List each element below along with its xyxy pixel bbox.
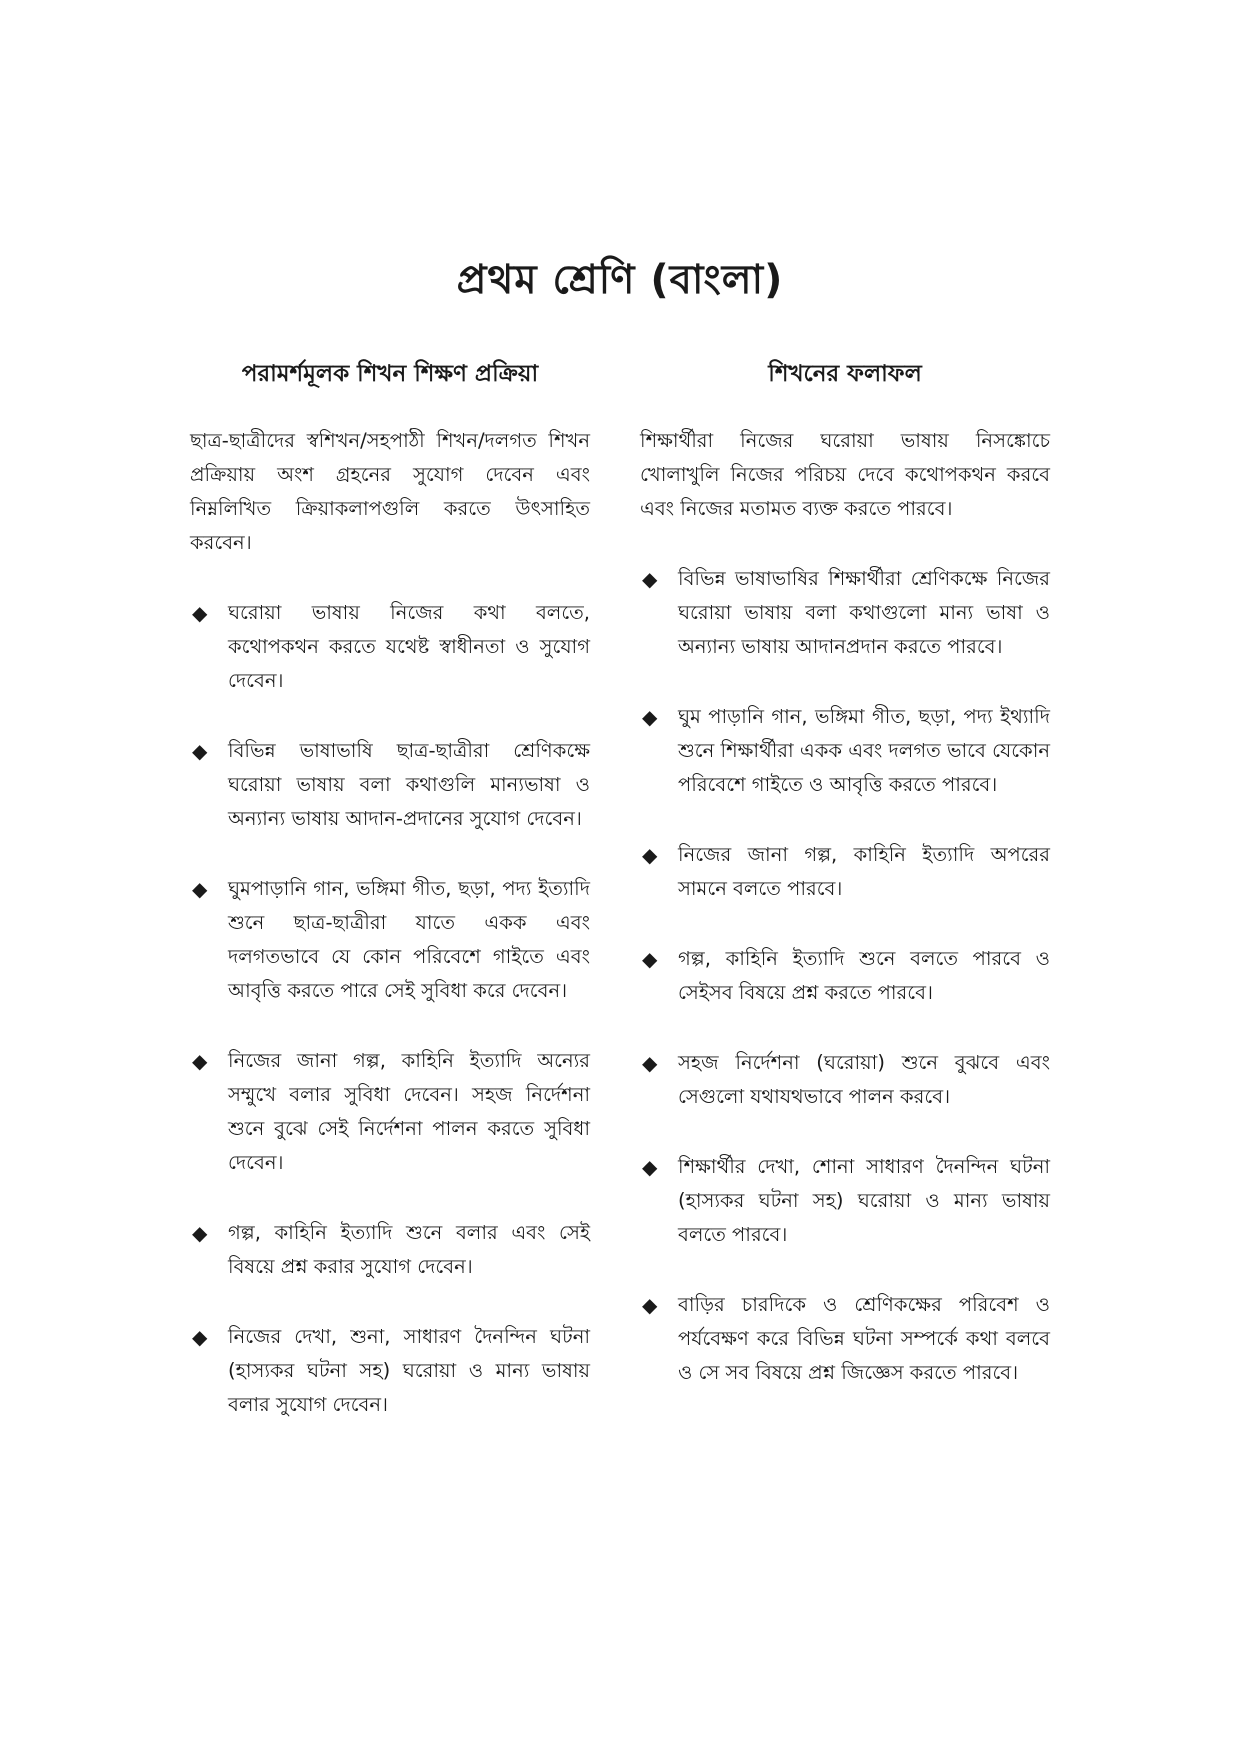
- diamond-icon: ◆: [192, 877, 208, 901]
- diamond-icon: ◆: [642, 705, 658, 729]
- right-column-intro: শিক্ষার্থীরা নিজের ঘরোয়া ভাষায় নিসঙ্কোচে খোলাখুলি নিজের পরিচয় দেবে কথোপকথন করবে এবং নিজের মতামত ব্যক্ত করতে পারবে।: [640, 429, 1050, 520]
- list-item-text: সহজ নির্দেশনা (ঘরোয়া) শুনে বুঝবে এবং সেগুলো যথাযথভাবে পালন করবে।: [678, 1051, 1050, 1108]
- list-item: [640, 562, 1050, 664]
- left-column-intro: ছাত্র-ছাত্রীদের স্বশিখন/সহপাঠী শিখন/দলগত শিখন প্রক্রিয়ায় অংশ গ্রহনের সুযোগ দেবেন এবং নিম্নলিখিত ক্রিয়াকলাপগুলি করতে উৎসাহিত করবেন।: [190, 429, 590, 554]
- list-item: [190, 1044, 590, 1180]
- list-item-text: ঘুমপাড়ানি গান, ভঙ্গিমা গীত, ছড়া, পদ্য ইত্যাদি শুনে ছাত্র-ছাত্রীরা যাতে একক এবং দলগতভাবে যে কোন পরিবেশে গাইতে এবং আবৃত্তি করতে পারে সেই সুবিধা করে দেবেন।: [228, 877, 590, 1002]
- list-item-text: ঘরোয়া ভাষায় নিজের কথা বলতে, কথোপকথন করতে যথেষ্ট স্বাধীনতা ও সুযোগ দেবেন।: [228, 601, 590, 692]
- list-item: [640, 1150, 1050, 1252]
- diamond-icon: ◆: [192, 1221, 208, 1245]
- list-item-text: বিভিন্ন ভাষাভাষি ছাত্র-ছাত্রীরা শ্রেণিকক্ষে ঘরোয়া ভাষায় বলা কথাগুলি মান্যভাষা ও অন্যান্য ভাষায় আদান-প্রদানের সুযোগ দেবেন।: [228, 739, 590, 830]
- right-column-heading: শিখনের ফলাফল: [768, 361, 922, 387]
- list-item: [190, 872, 590, 1008]
- list-item: [640, 1288, 1050, 1390]
- list-item: [190, 1320, 590, 1422]
- list-item-text: বিভিন্ন ভাষাভাষির শিক্ষার্থীরা শ্রেণিকক্ষে নিজের ঘরোয়া ভাষায় বলা কথাগুলো মান্য ভাষা ও অন্যান্য ভাষায় আদানপ্রদান করতে পারবে।: [678, 567, 1050, 658]
- diamond-icon: ◆: [192, 1049, 208, 1073]
- list-item-text: গল্প, কাহিনি ইত্যাদি শুনে বলতে পারবে ও সেইসব বিষয়ে প্রশ্ন করতে পারবে।: [678, 947, 1050, 1004]
- list-item: [640, 942, 1050, 1010]
- list-item: [640, 1046, 1050, 1114]
- list-item-text: নিজের জানা গল্প, কাহিনি ইত্যাদি অপরের সামনে বলতে পারবে।: [678, 843, 1050, 900]
- list-item: [190, 734, 590, 836]
- left-column: [190, 356, 590, 1458]
- list-item-text: গল্প, কাহিনি ইত্যাদি শুনে বলার এবং সেই বিষয়ে প্রশ্ন করার সুযোগ দেবেন।: [228, 1221, 590, 1278]
- right-bullet-list: [640, 562, 1050, 1390]
- list-item-text: শিক্ষার্থীর দেখা, শোনা সাধারণ দৈনন্দিন ঘটনা (হাস্যকর ঘটনা সহ) ঘরোয়া ও মান্য ভাষায় বলতে পারবে।: [678, 1155, 1050, 1246]
- page-title: প্রথম শ্রেণি (বাংলা): [456, 257, 784, 303]
- list-item-text: বাড়ির চারদিকে ও শ্রেণিকক্ষের পরিবেশ ও পর্যবেক্ষণ করে বিভিন্ন ঘটনা সম্পর্কে কথা বলবে ও সে সব বিষয়ে প্রশ্ন জিজ্ঞেস করতে পারবে।: [678, 1293, 1050, 1384]
- diamond-icon: ◆: [642, 1293, 658, 1317]
- list-item-text: ঘুম পাড়ানি গান, ভঙ্গিমা গীত, ছড়া, পদ্য ইথ্যাদি শুনে শিক্ষার্থীরা একক এবং দলগত ভাবে যেকোন পরিবেশে গাইতে ও আবৃত্তি করতে পারবে।: [678, 705, 1050, 796]
- diamond-icon: ◆: [192, 601, 208, 625]
- diamond-icon: ◆: [642, 843, 658, 867]
- left-column-heading: পরামর্শমূলক শিখন শিক্ষণ প্রক্রিয়া: [241, 361, 539, 387]
- diamond-icon: ◆: [642, 947, 658, 971]
- list-item: [190, 596, 590, 698]
- diamond-icon: ◆: [642, 1051, 658, 1075]
- diamond-icon: ◆: [192, 739, 208, 763]
- diamond-icon: ◆: [642, 567, 658, 591]
- left-bullet-list: [190, 596, 590, 1422]
- list-item: [640, 838, 1050, 906]
- right-column: [640, 356, 1050, 1426]
- list-item-text: নিজের দেখা, শুনা, সাধারণ দৈনন্দিন ঘটনা (হাস্যকর ঘটনা সহ) ঘরোয়া ও মান্য ভাষায় বলার সুযোগ দেবেন।: [228, 1325, 590, 1416]
- list-item: [640, 700, 1050, 802]
- diamond-icon: ◆: [642, 1155, 658, 1179]
- list-item-text: নিজের জানা গল্প, কাহিনি ইত্যাদি অন্যের সম্মুখে বলার সুবিধা দেবেন। সহজ নির্দেশনা শুনে বুঝে সেই নির্দেশনা পালন করতে সুবিধা দেবেন।: [228, 1049, 590, 1174]
- list-item: [190, 1216, 590, 1284]
- diamond-icon: ◆: [192, 1325, 208, 1349]
